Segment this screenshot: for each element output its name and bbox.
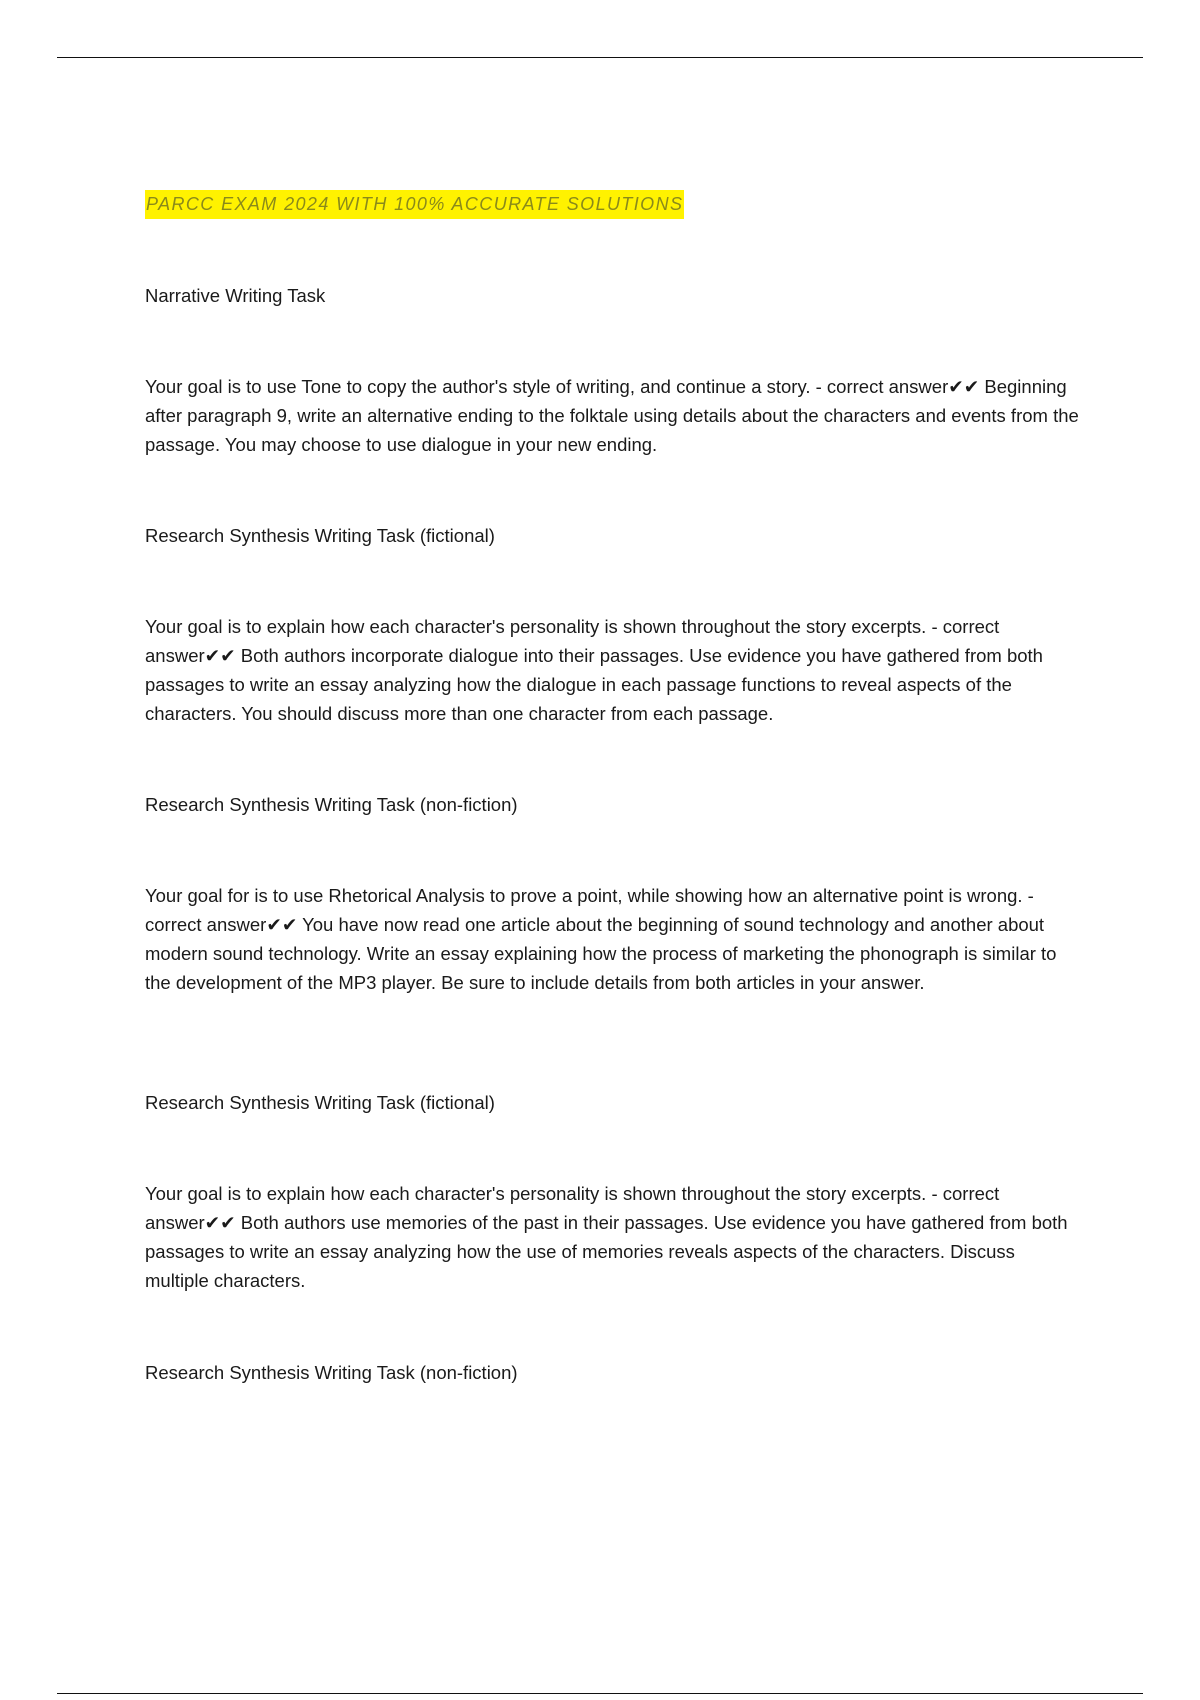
top-divider <box>57 57 1143 58</box>
section-paragraph: Your goal is to explain how each character's personality is shown throughout the story excerpts. - correct answer✔✔ Both authors incorporate dialogue into their passages. Use evidence you have gathered from both passages to write an essay analyzing how the dialogue in each passage functions to reveal aspects of the characters. You should discuss more than one character from each passage. <box>145 616 1043 724</box>
section-heading: Research Synthesis Writing Task (fictional) <box>145 525 495 546</box>
bottom-divider <box>57 1693 1143 1694</box>
section-paragraph: Your goal for is to use Rhetorical Analysis to prove a point, while showing how an alternative point is wrong. - correct answer✔✔ You have now read one article about the beginning of sound technology and another about modern sound technology. Write an essay explaining how the process of marketing the phonograph is similar to the development of the MP3 player. Be sure to include details from both articles in your answer. <box>145 885 1057 993</box>
section-heading: Research Synthesis Writing Task (non-fiction) <box>145 1362 518 1383</box>
section-heading: Research Synthesis Writing Task (non-fiction) <box>145 794 518 815</box>
section-heading: Narrative Writing Task <box>145 285 326 306</box>
section-paragraph: Your goal is to use Tone to copy the author's style of writing, and continue a story. - correct answer✔✔ Beginning after paragraph 9, write an alternative ending to the folktale using details about the characters and events from the passage. You may choose to use dialogue in your new ending. <box>145 376 1079 455</box>
section-heading: Research Synthesis Writing Task (fictional) <box>145 1092 495 1113</box>
document-title: PARCC EXAM 2024 WITH 100% ACCURATE SOLUTIONS <box>145 190 684 219</box>
section-paragraph: Your goal is to explain how each character's personality is shown throughout the story excerpts. - correct answer✔✔ Both authors use memories of the past in their passages. Use evidence you have gathered from both passages to write an essay analyzing how the use of memories reveals aspects of the characters. Discuss multiple characters. <box>145 1183 1068 1291</box>
